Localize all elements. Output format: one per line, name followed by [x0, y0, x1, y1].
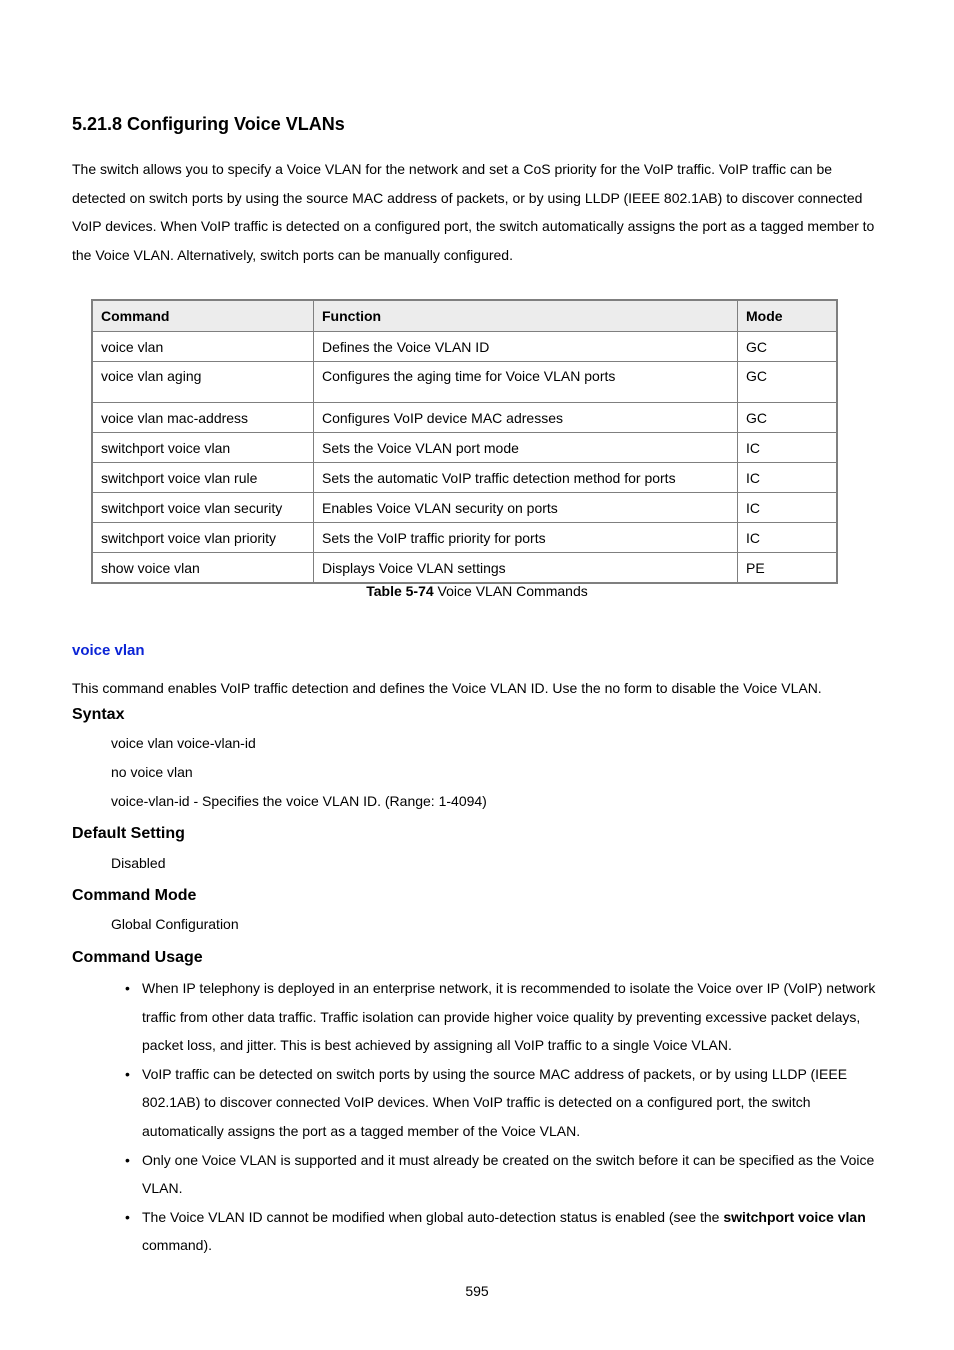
cell-command: switchport voice vlan	[92, 433, 314, 463]
cell-command: switchport voice vlan priority	[92, 523, 314, 553]
list-item-text-end: command).	[142, 1237, 213, 1254]
bullet-icon: •	[125, 1065, 130, 1082]
page-number: 595	[465, 1283, 489, 1299]
commands-table	[91, 299, 838, 584]
table-caption-text: Voice VLAN Commands	[433, 583, 588, 599]
default-setting-heading: Default Setting	[72, 825, 185, 842]
command-usage-heading: Command Usage	[72, 949, 203, 966]
cell-function: Sets the Voice VLAN port mode	[314, 433, 738, 463]
bullet-icon: •	[125, 980, 130, 996]
table-row	[92, 403, 837, 433]
command-mode-value: Global Configuration	[111, 916, 239, 932]
cell-function: Configures the aging time for Voice VLAN ports	[314, 362, 738, 403]
cell-command: voice vlan aging	[92, 362, 314, 403]
command-reference: switchport voice vlan	[723, 1208, 866, 1225]
table-row	[92, 523, 837, 553]
command-mode-heading: Command Mode	[72, 887, 197, 904]
cell-mode: PE	[738, 553, 838, 584]
table-header-row	[92, 300, 837, 332]
cell-function: Configures VoIP device MAC adresses	[314, 403, 738, 433]
list-item	[72, 1060, 884, 1146]
header-function: Function	[314, 300, 738, 332]
bullet-icon: •	[125, 1151, 130, 1168]
list-item	[72, 974, 884, 1060]
list-item-text: When IP telephony is deployed in an enterprise network, it is recommended to isolate the Voice over IP (VoIP) network traffic from other data traffic. Traffic isolation can provide higher voice quality by preventing excessive packet delays, packet loss, and jitter. This is best achieved by assigning all VoIP traffic to a single Voice VLAN.	[142, 980, 876, 1054]
cell-command: switchport voice vlan rule	[92, 463, 314, 493]
table-row	[92, 362, 837, 403]
syntax-line: voice-vlan-id - Specifies the voice VLAN ID. (Range: 1-4094)	[111, 793, 487, 809]
intro-paragraph: The switch allows you to specify a Voice VLAN for the network and set a CoS priority for the VoIP traffic. VoIP traffic can be detected on switch ports by using the source MAC address of packets, or by using LLDP (IEEE 802.1AB) to discover connected VoIP devices. When VoIP traffic is detected on a configured port, the switch automatically assigns the port as a tagged member to the Voice VLAN. Alternatively, switch ports can be manually configured.	[72, 161, 875, 264]
command-usage-list	[72, 974, 884, 1260]
header-command: Command	[92, 300, 314, 332]
cell-mode: IC	[738, 493, 838, 523]
table-caption	[72, 583, 882, 599]
syntax-line: no voice vlan	[111, 764, 193, 780]
cell-mode: GC	[738, 362, 838, 403]
cell-command: voice vlan mac-address	[92, 403, 314, 433]
cell-mode: GC	[738, 403, 838, 433]
cell-mode: IC	[738, 433, 838, 463]
table-row	[92, 463, 837, 493]
cell-command: voice vlan	[92, 332, 314, 362]
cell-function: Displays Voice VLAN settings	[314, 553, 738, 584]
default-setting-value: Disabled	[111, 855, 166, 871]
table-caption-label: Table 5-74	[366, 583, 434, 599]
table-row	[92, 332, 837, 362]
header-mode: Mode	[738, 300, 838, 332]
list-item	[72, 1146, 884, 1203]
command-heading: voice vlan	[72, 642, 145, 659]
bullet-icon: •	[125, 1208, 130, 1225]
command-description: This command enables VoIP traffic detection and defines the Voice VLAN ID. Use the no form to disable the Voice VLAN.	[72, 680, 822, 696]
cell-mode: IC	[738, 523, 838, 553]
list-item-text: The Voice VLAN ID cannot be modified when global auto-detection status is enabled (see the	[142, 1208, 724, 1225]
cell-mode: IC	[738, 463, 838, 493]
table-row	[92, 433, 837, 463]
cell-function: Sets the automatic VoIP traffic detection method for ports	[314, 463, 738, 493]
list-item-text: VoIP traffic can be detected on switch ports by using the source MAC address of packets, or by using LLDP (IEEE 802.1AB) to discover connected VoIP devices. When VoIP traffic is detected on a configured port, the switch automatically assigns the port as a tagged member of the Voice VLAN.	[142, 1065, 848, 1139]
list-item-text: Only one Voice VLAN is supported and it must already be created on the switch before it can be specified as the Voice VLAN.	[142, 1151, 875, 1197]
table-row	[92, 553, 837, 584]
cell-command: show voice vlan	[92, 553, 314, 584]
cell-function: Sets the VoIP traffic priority for ports	[314, 523, 738, 553]
syntax-heading: Syntax	[72, 706, 125, 723]
list-item	[72, 1203, 884, 1260]
syntax-line: voice vlan voice-vlan-id	[111, 735, 256, 751]
cell-mode: GC	[738, 332, 838, 362]
table-row	[92, 493, 837, 523]
cell-command: switchport voice vlan security	[92, 493, 314, 523]
cell-function: Defines the Voice VLAN ID	[314, 332, 738, 362]
cell-function: Enables Voice VLAN security on ports	[314, 493, 738, 523]
section-title: 5.21.8 Configuring Voice VLANs	[72, 114, 345, 134]
